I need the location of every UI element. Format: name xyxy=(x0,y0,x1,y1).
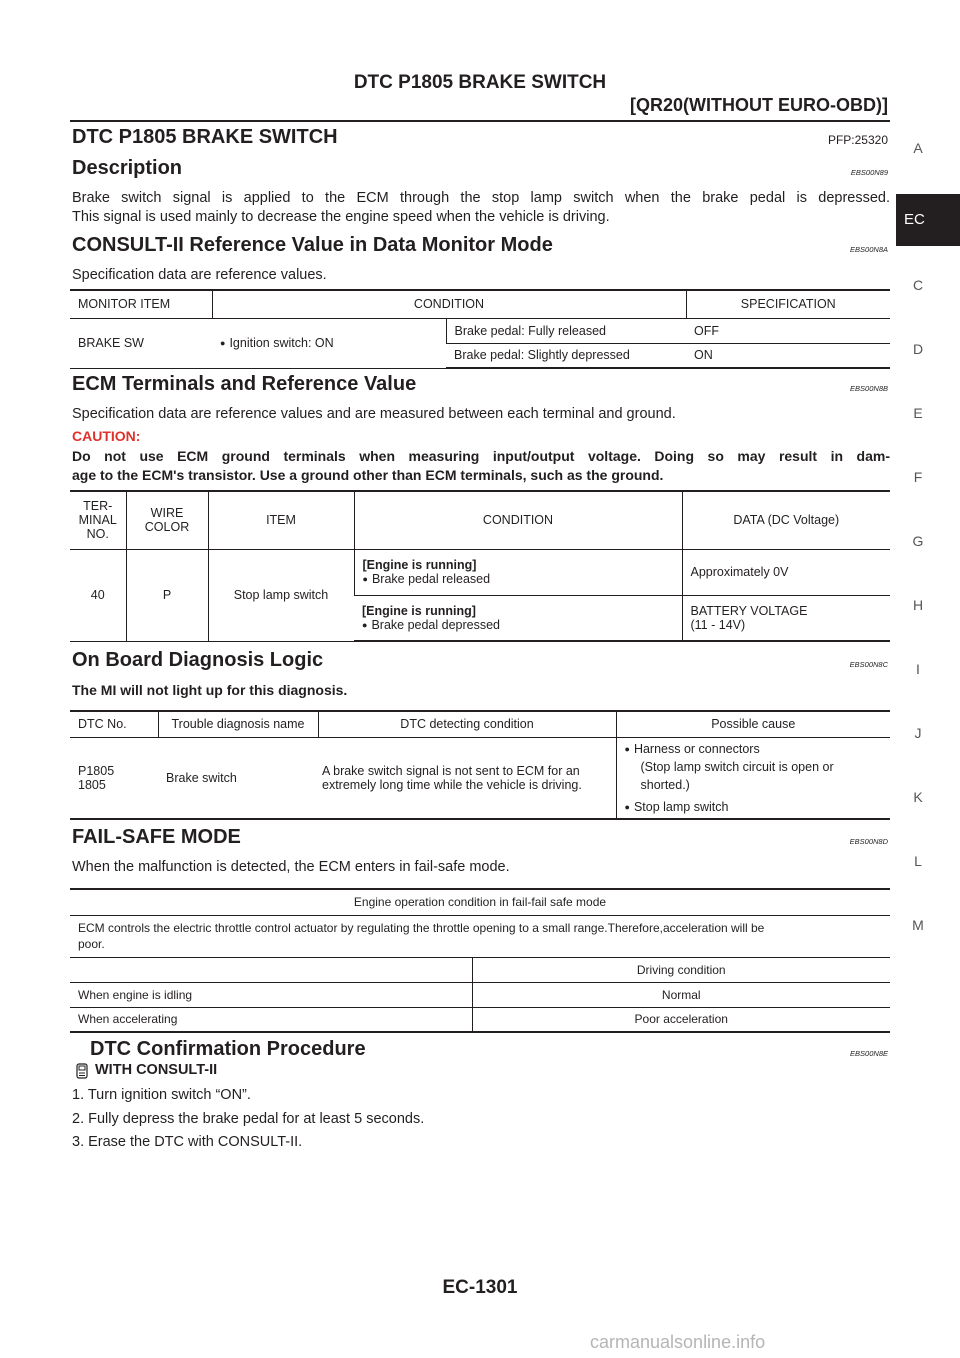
ecm-header-wire-color: WIRE COLOR xyxy=(126,491,208,549)
dtc-cause: ● Harness or connectors (Stop lamp switch circuit is open or shorted.) ● Stop lamp switch xyxy=(616,737,890,819)
monitor-spec-2: ON xyxy=(686,343,890,368)
confirmation-heading: DTC Confirmation Procedure xyxy=(90,1038,366,1060)
ecm-header-item: ITEM xyxy=(208,491,354,549)
page-header-title: DTC P1805 BRAKE SWITCH xyxy=(353,72,607,93)
monitor-header-spec: SPECIFICATION xyxy=(686,290,890,318)
pfp-code: PFP:25320 xyxy=(827,133,888,147)
confirmation-id: EBS00N8E xyxy=(850,1049,888,1058)
confirmation-step-2: 2. Fully depress the brake pedal for at least 5 seconds. xyxy=(72,1110,425,1127)
side-index-h[interactable]: H xyxy=(912,597,924,613)
ecm-data-2: BATTERY VOLTAGE (11 - 14V) xyxy=(682,595,890,641)
watermark: carmanualsonline.info xyxy=(590,1332,766,1352)
page-number: EC-1301 xyxy=(442,1277,518,1298)
failsafe-driving-blank xyxy=(70,957,472,982)
dtc-header-condition: DTC detecting condition xyxy=(318,711,616,737)
ecm-header-condition: CONDITION xyxy=(354,491,682,549)
caution-text: Do not use ECM ground terminals when measuring input/output voltage. Doing so may result in dam- age to the ECM's transistor. Use a ground other than ECM terminals, such as the ground. xyxy=(72,448,890,483)
dtc-header-cause: Possible cause xyxy=(616,711,890,737)
description-id: EBS00N89 xyxy=(850,168,888,177)
monitor-condition: ● Ignition switch: ON xyxy=(212,318,446,368)
ecm-item: Stop lamp switch xyxy=(208,549,354,641)
ecm-data-1: Approximately 0V xyxy=(682,549,890,595)
main-section-title: DTC P1805 BRAKE SWITCH xyxy=(72,126,338,148)
description-heading: Description xyxy=(72,157,183,179)
confirmation-subtitle: WITH CONSULT-II xyxy=(95,1062,218,1078)
monitor-state-1: Brake pedal: Fully released xyxy=(446,318,686,343)
side-index-g[interactable]: G xyxy=(912,533,924,549)
side-index-k[interactable]: K xyxy=(913,789,923,805)
side-index-l[interactable]: L xyxy=(914,853,922,869)
dtc-table xyxy=(70,710,890,820)
side-index-m[interactable]: M xyxy=(912,917,924,933)
side-index-active-tab[interactable]: EC xyxy=(896,194,960,246)
side-index-c[interactable]: C xyxy=(912,277,924,293)
dtc-header-number: DTC No. xyxy=(70,711,158,737)
consult-reference-text: Specification data are reference values. xyxy=(72,267,327,283)
dtc-header-name: Trouble diagnosis name xyxy=(158,711,318,737)
dtc-name: Brake switch xyxy=(158,737,318,819)
failsafe-row-value-2: Poor acceleration xyxy=(472,1007,890,1032)
ecm-header-terminal: TER- MINAL NO. xyxy=(70,491,126,549)
ecm-terminals-id: EBS00N8B xyxy=(850,384,888,393)
monitor-table xyxy=(70,289,890,369)
failsafe-id: EBS00N8D xyxy=(849,837,888,846)
ecm-condition-2: [Engine is running] ● Brake pedal depressed xyxy=(354,595,682,641)
side-index-j[interactable]: J xyxy=(914,725,922,741)
failsafe-description: ECM controls the electric throttle control actuator by regulating the throttle opening to a small range.Therefore,acceleration will be poor. xyxy=(70,915,890,957)
ecm-terminals-heading: ECM Terminals and Reference Value xyxy=(72,373,417,395)
ecm-terminal-number: 40 xyxy=(70,549,126,641)
consult-tool-icon xyxy=(74,1063,90,1079)
failsafe-row-value-1: Normal xyxy=(472,982,890,1007)
failsafe-heading: FAIL-SAFE MODE xyxy=(72,826,241,848)
side-index-i[interactable]: I xyxy=(916,661,920,677)
monitor-header-condition: CONDITION xyxy=(212,290,686,318)
ecm-header-data: DATA (DC Voltage) xyxy=(682,491,890,549)
onboard-text: The MI will not light up for this diagnosis. xyxy=(72,682,348,698)
header-rule xyxy=(70,120,890,122)
monitor-state-2: Brake pedal: Slightly depressed xyxy=(446,343,686,368)
dtc-condition: A brake switch signal is not sent to ECM for an extremely long time while the vehicle is driving. xyxy=(318,737,616,819)
monitor-header-item: MONITOR ITEM xyxy=(70,290,212,318)
confirmation-step-1: 1. Turn ignition switch “ON”. xyxy=(72,1087,251,1103)
ecm-terminals-table xyxy=(70,490,890,642)
ecm-wire-color: P xyxy=(126,549,208,641)
failsafe-header: Engine operation condition in fail-fail safe mode xyxy=(70,889,890,915)
failsafe-table xyxy=(70,888,890,1033)
onboard-heading: On Board Diagnosis Logic xyxy=(72,649,324,671)
consult-reference-heading: CONSULT-II Reference Value in Data Monitor Mode xyxy=(72,234,553,256)
side-index-a[interactable]: A xyxy=(913,140,923,156)
dtc-number: P1805 1805 xyxy=(70,737,158,819)
confirmation-steps xyxy=(72,1084,424,1155)
monitor-spec-1: OFF xyxy=(686,318,890,343)
caution-label: CAUTION: xyxy=(72,428,141,444)
consult-reference-id: EBS00N8A xyxy=(850,245,888,254)
page-header-subtitle: [QR20(WITHOUT EURO-OBD)] xyxy=(630,95,888,115)
ecm-terminals-text: Specification data are reference values and are measured between each terminal and ground. xyxy=(72,406,676,422)
failsafe-row-label-2: When accelerating xyxy=(70,1007,472,1032)
failsafe-driving-header: Driving condition xyxy=(472,957,890,982)
failsafe-row-label-1: When engine is idling xyxy=(70,982,472,1007)
description-text: Brake switch signal is applied to the ECM through the stop lamp switch when the brake pedal is depressed. This signal is used mainly to decrease the engine speed when the vehicle is driving. xyxy=(72,190,890,225)
ecm-condition-1: [Engine is running] ● Brake pedal released xyxy=(354,549,682,595)
side-index-e[interactable]: E xyxy=(913,405,923,421)
side-index-d[interactable]: D xyxy=(912,341,924,357)
failsafe-text: When the malfunction is detected, the ECM enters in fail-safe mode. xyxy=(72,859,510,875)
side-index-f[interactable]: F xyxy=(913,469,923,485)
onboard-id: EBS00N8C xyxy=(849,660,888,669)
confirmation-step-3: 3. Erase the DTC with CONSULT-II. xyxy=(72,1134,303,1150)
monitor-item: BRAKE SW xyxy=(70,318,212,368)
